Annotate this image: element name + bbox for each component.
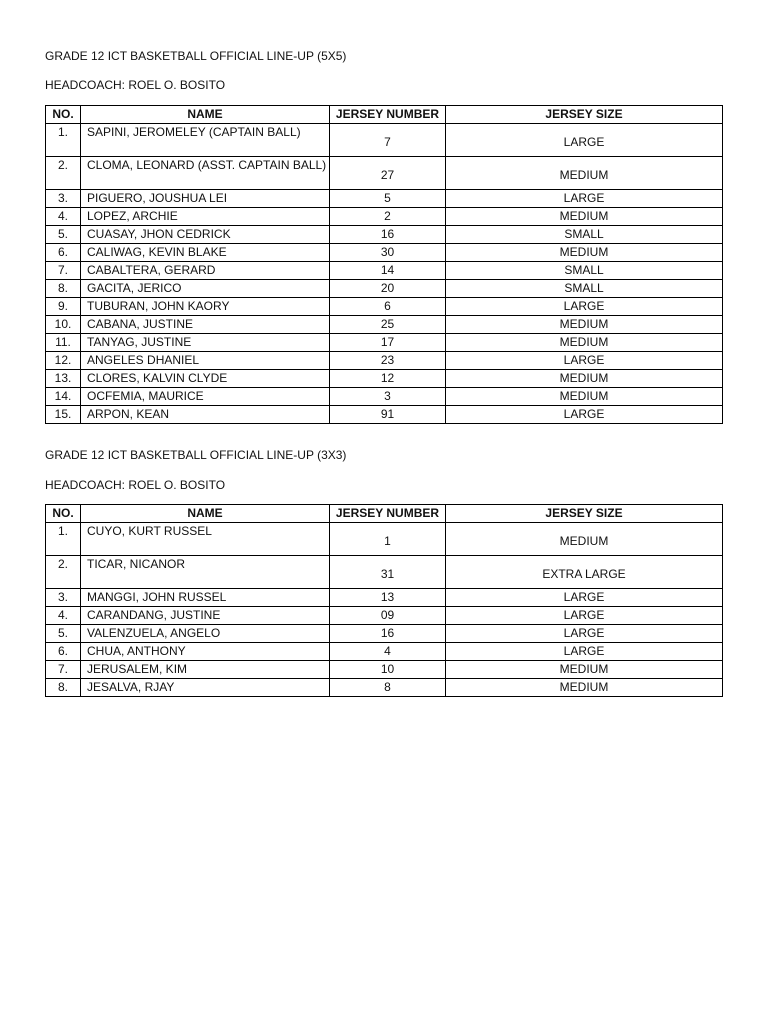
jersey-number: 2 [330, 208, 446, 226]
table-row [46, 244, 723, 262]
player-name: JESALVA, RJAY [81, 679, 330, 697]
table-row [46, 406, 723, 424]
player-name: JERUSALEM, KIM [81, 661, 330, 679]
player-name: CUASAY, JHON CEDRICK [81, 226, 330, 244]
player-name: ARPON, KEAN [81, 406, 330, 424]
jersey-size: MEDIUM [446, 157, 723, 190]
jersey-size: MEDIUM [446, 523, 723, 556]
lineup-5x5-headcoach: HEADCOACH: ROEL O. BOSITO [45, 78, 226, 92]
jersey-size: LARGE [446, 589, 723, 607]
lineup-3x3-headcoach: HEADCOACH: ROEL O. BOSITO [45, 478, 226, 492]
player-name: TUBURAN, JOHN KAORY [81, 298, 330, 316]
row-number: 2. [46, 157, 81, 190]
row-number: 12. [46, 352, 81, 370]
row-number: 13. [46, 370, 81, 388]
row-number: 11. [46, 334, 81, 352]
table-row [46, 625, 723, 643]
table-row [46, 316, 723, 334]
player-name: TANYAG, JUSTINE [81, 334, 330, 352]
jersey-number: 13 [330, 589, 446, 607]
row-number: 1. [46, 523, 81, 556]
jersey-size: MEDIUM [446, 370, 723, 388]
table-row [46, 679, 723, 697]
player-name: CHUA, ANTHONY [81, 643, 330, 661]
row-number: 15. [46, 406, 81, 424]
header-jersey-number: JERSEY NUMBER [330, 505, 446, 523]
jersey-number: 6 [330, 298, 446, 316]
player-name: SAPINI, JEROMELEY (CAPTAIN BALL) [81, 124, 330, 157]
row-number: 1. [46, 124, 81, 157]
table-row [46, 280, 723, 298]
player-name: TICAR, NICANOR [81, 556, 330, 589]
table-row [46, 388, 723, 406]
header-name: NAME [81, 106, 330, 124]
jersey-size: MEDIUM [446, 334, 723, 352]
header-no: NO. [46, 505, 81, 523]
player-name: OCFEMIA, MAURICE [81, 388, 330, 406]
row-number: 14. [46, 388, 81, 406]
table-row [46, 556, 723, 589]
jersey-size: LARGE [446, 190, 723, 208]
jersey-number: 09 [330, 607, 446, 625]
player-name: GACITA, JERICO [81, 280, 330, 298]
jersey-size: LARGE [446, 607, 723, 625]
jersey-number: 3 [330, 388, 446, 406]
table-row [46, 370, 723, 388]
jersey-number: 91 [330, 406, 446, 424]
table-row [46, 226, 723, 244]
table-row [46, 607, 723, 625]
row-number: 8. [46, 679, 81, 697]
jersey-number: 5 [330, 190, 446, 208]
jersey-size: EXTRA LARGE [446, 556, 723, 589]
lineup-3x3-table [45, 504, 723, 697]
table-row [46, 589, 723, 607]
player-name: VALENZUELA, ANGELO [81, 625, 330, 643]
lineup-5x5-table [45, 105, 723, 424]
jersey-number: 16 [330, 226, 446, 244]
header-name: NAME [81, 505, 330, 523]
jersey-size: SMALL [446, 226, 723, 244]
table-row [46, 352, 723, 370]
jersey-number: 27 [330, 157, 446, 190]
player-name: CABALTERA, GERARD [81, 262, 330, 280]
row-number: 8. [46, 280, 81, 298]
table-row [46, 157, 723, 190]
table-row [46, 523, 723, 556]
table-header-row [46, 505, 723, 523]
jersey-number: 23 [330, 352, 446, 370]
jersey-size: LARGE [446, 406, 723, 424]
jersey-number: 7 [330, 124, 446, 157]
player-name: CABANA, JUSTINE [81, 316, 330, 334]
table-row [46, 661, 723, 679]
header-jersey-size: JERSEY SIZE [446, 106, 723, 124]
jersey-size: MEDIUM [446, 679, 723, 697]
player-name: CLOMA, LEONARD (ASST. CAPTAIN BALL) [81, 157, 330, 190]
row-number: 9. [46, 298, 81, 316]
jersey-number: 20 [330, 280, 446, 298]
table-row [46, 334, 723, 352]
jersey-number: 10 [330, 661, 446, 679]
jersey-size: LARGE [446, 298, 723, 316]
jersey-size: LARGE [446, 352, 723, 370]
table-row [46, 190, 723, 208]
table-row [46, 298, 723, 316]
row-number: 6. [46, 643, 81, 661]
jersey-size: MEDIUM [446, 244, 723, 262]
jersey-number: 16 [330, 625, 446, 643]
lineup-5x5-body [46, 124, 723, 424]
player-name: CLORES, KALVIN CLYDE [81, 370, 330, 388]
row-number: 6. [46, 244, 81, 262]
player-name: PIGUERO, JOUSHUA LEI [81, 190, 330, 208]
player-name: MANGGI, JOHN RUSSEL [81, 589, 330, 607]
jersey-number: 4 [330, 643, 446, 661]
player-name: CUYO, KURT RUSSEL [81, 523, 330, 556]
jersey-size: MEDIUM [446, 388, 723, 406]
lineup-3x3-body [46, 523, 723, 697]
jersey-number: 31 [330, 556, 446, 589]
jersey-number: 25 [330, 316, 446, 334]
header-jersey-size: JERSEY SIZE [446, 505, 723, 523]
jersey-size: SMALL [446, 262, 723, 280]
jersey-size: LARGE [446, 124, 723, 157]
player-name: LOPEZ, ARCHIE [81, 208, 330, 226]
jersey-number: 8 [330, 679, 446, 697]
table-header-row [46, 106, 723, 124]
row-number: 4. [46, 208, 81, 226]
player-name: ANGELES DHANIEL [81, 352, 330, 370]
jersey-size: MEDIUM [446, 316, 723, 334]
player-name: CALIWAG, KEVIN BLAKE [81, 244, 330, 262]
jersey-number: 17 [330, 334, 446, 352]
row-number: 7. [46, 262, 81, 280]
table-row [46, 124, 723, 157]
jersey-size: LARGE [446, 625, 723, 643]
jersey-number: 12 [330, 370, 446, 388]
row-number: 5. [46, 226, 81, 244]
row-number: 7. [46, 661, 81, 679]
jersey-size: MEDIUM [446, 208, 723, 226]
table-row [46, 262, 723, 280]
row-number: 5. [46, 625, 81, 643]
lineup-3x3-title: GRADE 12 ICT BASKETBALL OFFICIAL LINE-UP (3X3) [45, 448, 347, 462]
player-name: CARANDANG, JUSTINE [81, 607, 330, 625]
jersey-size: LARGE [446, 643, 723, 661]
row-number: 4. [46, 607, 81, 625]
jersey-number: 14 [330, 262, 446, 280]
jersey-size: SMALL [446, 280, 723, 298]
jersey-size: MEDIUM [446, 661, 723, 679]
row-number: 3. [46, 589, 81, 607]
lineup-5x5-title: GRADE 12 ICT BASKETBALL OFFICIAL LINE-UP (5X5) [45, 49, 347, 63]
jersey-number: 30 [330, 244, 446, 262]
table-row [46, 208, 723, 226]
table-row [46, 643, 723, 661]
header-no: NO. [46, 106, 81, 124]
row-number: 2. [46, 556, 81, 589]
row-number: 10. [46, 316, 81, 334]
row-number: 3. [46, 190, 81, 208]
header-jersey-number: JERSEY NUMBER [330, 106, 446, 124]
jersey-number: 1 [330, 523, 446, 556]
